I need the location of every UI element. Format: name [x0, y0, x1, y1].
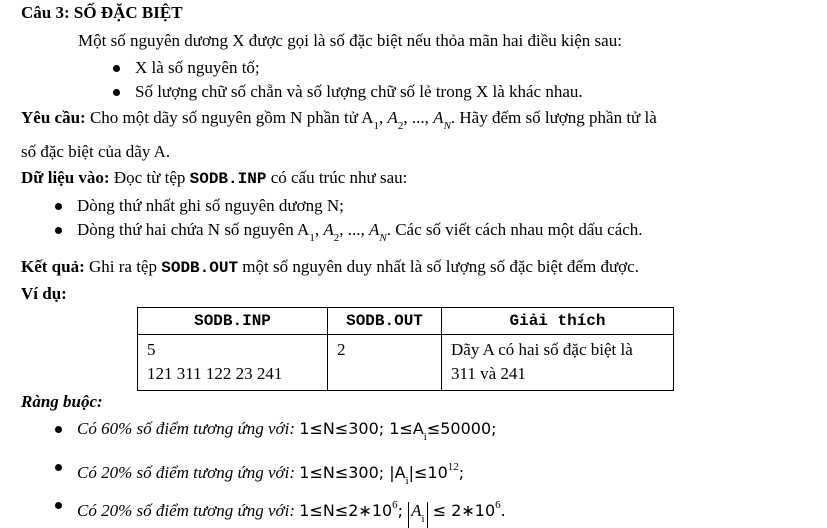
constraint-3-sup: 6 — [392, 499, 398, 511]
constraint-1-math-b: ≤50000; — [426, 419, 497, 438]
example-label: Ví dụ: — [21, 284, 67, 303]
explain-line-1: Dãy A có hai số đặc biệt là — [451, 340, 633, 359]
table-header: Giải thích — [442, 308, 674, 335]
table-header: SODB.OUT — [328, 308, 442, 335]
input-line — [21, 167, 407, 190]
request-text-a: Cho một dãy số nguyên gồm N phần tử A — [85, 108, 374, 127]
constraint-2-sup: 12 — [447, 461, 459, 473]
output-label: Kết quả: — [21, 257, 85, 276]
input-text-b: có cấu trúc như sau: — [266, 168, 408, 187]
constraint-2 — [77, 456, 464, 492]
input-line-1: 5 — [147, 340, 156, 359]
bullet-icon — [113, 89, 120, 96]
constraint-2-math-c: ; — [458, 463, 465, 482]
example-table — [137, 307, 674, 391]
table-cell-input — [138, 335, 328, 391]
input-item-1: Dòng thứ nhất ghi số nguyên dương N; — [77, 196, 344, 215]
output-file: SODB.OUT — [161, 259, 239, 277]
constraint-3-prefix: Có 20% số điểm tương ứng với: — [77, 501, 300, 520]
bullet-icon — [55, 464, 62, 471]
constraints-label: Ràng buộc: — [21, 392, 103, 411]
bullet-icon — [55, 502, 62, 509]
constraint-2-prefix: Có 20% số điểm tương ứng với: — [77, 463, 300, 482]
constraint-3-math-c: ≤ 2∗10 — [427, 501, 496, 520]
output-line-1: 2 — [337, 340, 346, 359]
condition-1: X là số nguyên tố; — [135, 58, 260, 77]
output-text-a: Ghi ra tệp — [84, 257, 162, 276]
bullet-icon — [55, 227, 62, 234]
constraint-3-abs: $A_i$ — [408, 502, 427, 528]
bullet-icon — [55, 426, 62, 433]
page-title: Câu 3: SỐ ĐẶC BIỆT — [21, 3, 183, 22]
constraint-1-prefix: Có 60% số điểm tương ứng với: — [77, 419, 300, 438]
output-line — [21, 256, 639, 279]
input-line-2: 121 311 122 23 241 — [147, 364, 283, 383]
input-file: SODB.INP — [189, 170, 267, 188]
constraint-3-math-d: . — [500, 501, 506, 520]
output-text-b: một số nguyên duy nhất là số lượng số đặc biệt đếm được. — [238, 257, 639, 276]
input-label: Dữ liệu vào: — [21, 168, 110, 187]
constraint-3-math-a: 1≤N≤2∗10 — [299, 501, 393, 520]
request-line: Yêu cầu: Cho một dãy số nguyên gồm N phần tử $A_1$, $A_2$, ..., $A_N$. Hãy đếm số lượng phần tử là — [21, 108, 657, 132]
input-item-2-text-a: Dòng thứ hai chứa N số nguyên A — [77, 220, 310, 239]
input-item-2-text-b: . Các số viết cách nhau một dấu cách. — [386, 220, 643, 239]
table-header: SODB.INP — [138, 308, 328, 335]
condition-2: Số lượng chữ số chẵn và số lượng chữ số lẻ trong X là khác nhau. — [135, 82, 583, 101]
constraint-2-math-b: |≤10 — [408, 463, 448, 482]
constraint-3-sub: i — [421, 513, 425, 525]
table-cell-output — [328, 335, 442, 391]
constraint-3-sup2: 6 — [495, 499, 501, 511]
constraint-1-sub: i — [423, 431, 427, 443]
input-text-a: Đọc từ tệp — [109, 168, 190, 187]
request-label: Yêu cầu: — [21, 108, 86, 127]
constraint-2-math-a: 1≤N≤300; |A — [299, 463, 406, 482]
intro-text: Một số nguyên dương X được gọi là số đặc biệt nếu thỏa mãn hai điều kiện sau: — [78, 31, 622, 50]
request-text-b: . Hãy đếm số lượng phần tử là — [450, 108, 657, 127]
constraint-3-math-b: ; — [397, 501, 409, 520]
input-item-2: Dòng thứ hai chứa N số nguyên $A_1$, $A_2$, ..., $A_N$. Các số viết cách nhau một dấu cách. — [77, 220, 643, 244]
bullet-icon — [113, 65, 120, 72]
bullet-icon — [55, 203, 62, 210]
explain-line-2: 311 và 241 — [451, 364, 526, 383]
table-cell-explain — [442, 335, 674, 391]
constraint-2-sub: i — [405, 475, 409, 487]
constraint-1-math-a: 1≤N≤300; 1≤A — [299, 419, 424, 438]
request-text-c: số đặc biệt của dãy A. — [21, 142, 171, 161]
constraint-3 — [77, 494, 506, 528]
constraint-1 — [77, 418, 497, 448]
